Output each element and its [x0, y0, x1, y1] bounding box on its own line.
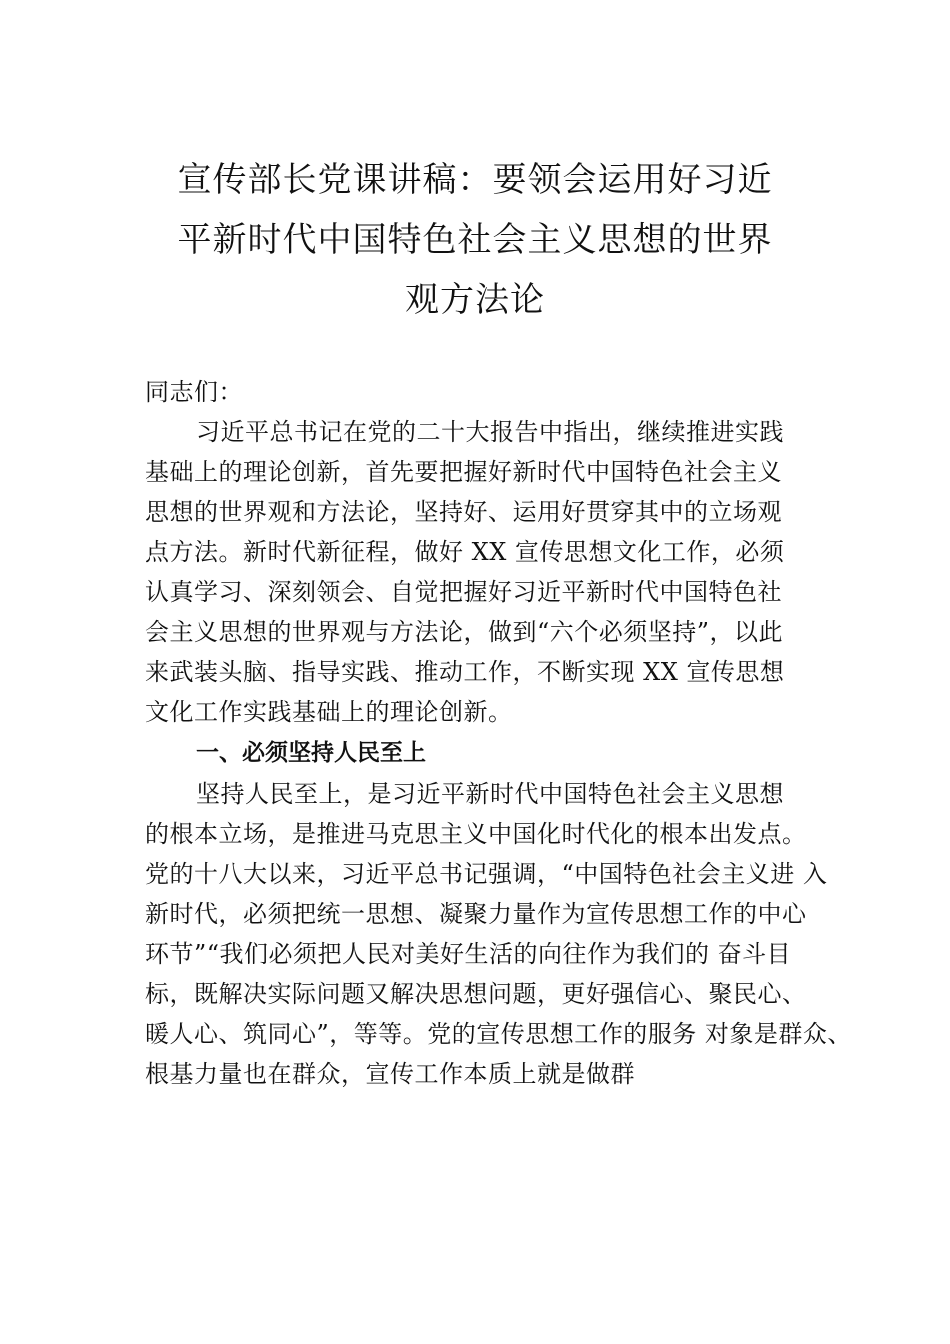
paragraph-2-line-2: 的根本立场，是推进马克思主义中国化时代化的根本出发点。: [145, 820, 807, 848]
paragraph-2-line-5: 环节”“我们必须把人民对美好生活的向往作为我们的 奋斗目: [145, 940, 792, 968]
paragraph-1-line-3: 思想的世界观和方法论，坚持好、运用好贯穿其中的立场观: [145, 498, 782, 526]
paragraph-1-line-5: 认真学习、深刻领会、自觉把握好习近平新时代中国特色社: [145, 578, 782, 606]
paragraph-2-line-8: 根基力量也在群众，宣传工作本质上就是做群: [145, 1060, 635, 1088]
document-title: [150, 150, 800, 330]
paragraph-2-line-7: 暖人心、筑同心”，等等。党的宣传思想工作的服务 对象是群众、: [145, 1020, 852, 1048]
paragraph-1-line-8: 文化工作实践基础上的理论创新。: [145, 698, 513, 726]
paragraph-2-line-4: 新时代，必须把统一思想、凝聚力量作为宣传思想工作的中心: [145, 900, 807, 928]
section-heading-1: 一、必须坚持人民至上: [196, 740, 426, 766]
paragraph-2-line-6: 标，既解决实际问题又解决思想问题，更好强信心、聚民心、: [145, 980, 807, 1008]
paragraph-1-line-6: 会主义思想的世界观与方法论，做到“六个必须坚持”，以此: [145, 618, 784, 646]
paragraph-1-line-4: 点方法。新时代新征程，做好 XX 宣传思想文化工作，必须: [145, 538, 785, 566]
paragraph-1-line-1: 习近平总书记在党的二十大报告中指出，继续推进实践: [196, 418, 784, 446]
title-line-3: 观方法论: [405, 280, 545, 320]
salutation: 同志们：: [145, 378, 243, 406]
paragraph-2-line-1: 坚持人民至上，是习近平新时代中国特色社会主义思想: [196, 780, 784, 808]
title-line-1: 宣传部长党课讲稿：要领会运用好习近: [177, 160, 773, 200]
paragraph-2-line-3: 党的十八大以来，习近平总书记强调，“中国特色社会主义进 入: [145, 860, 828, 888]
paragraph-1-line-2: 基础上的理论创新，首先要把握好新时代中国特色社会主义: [145, 458, 782, 486]
title-line-2: 平新时代中国特色社会主义思想的世界: [177, 220, 773, 260]
paragraph-1-line-7: 来武装头脑、指导实践、推动工作，不断实现 XX 宣传思想: [145, 658, 785, 686]
